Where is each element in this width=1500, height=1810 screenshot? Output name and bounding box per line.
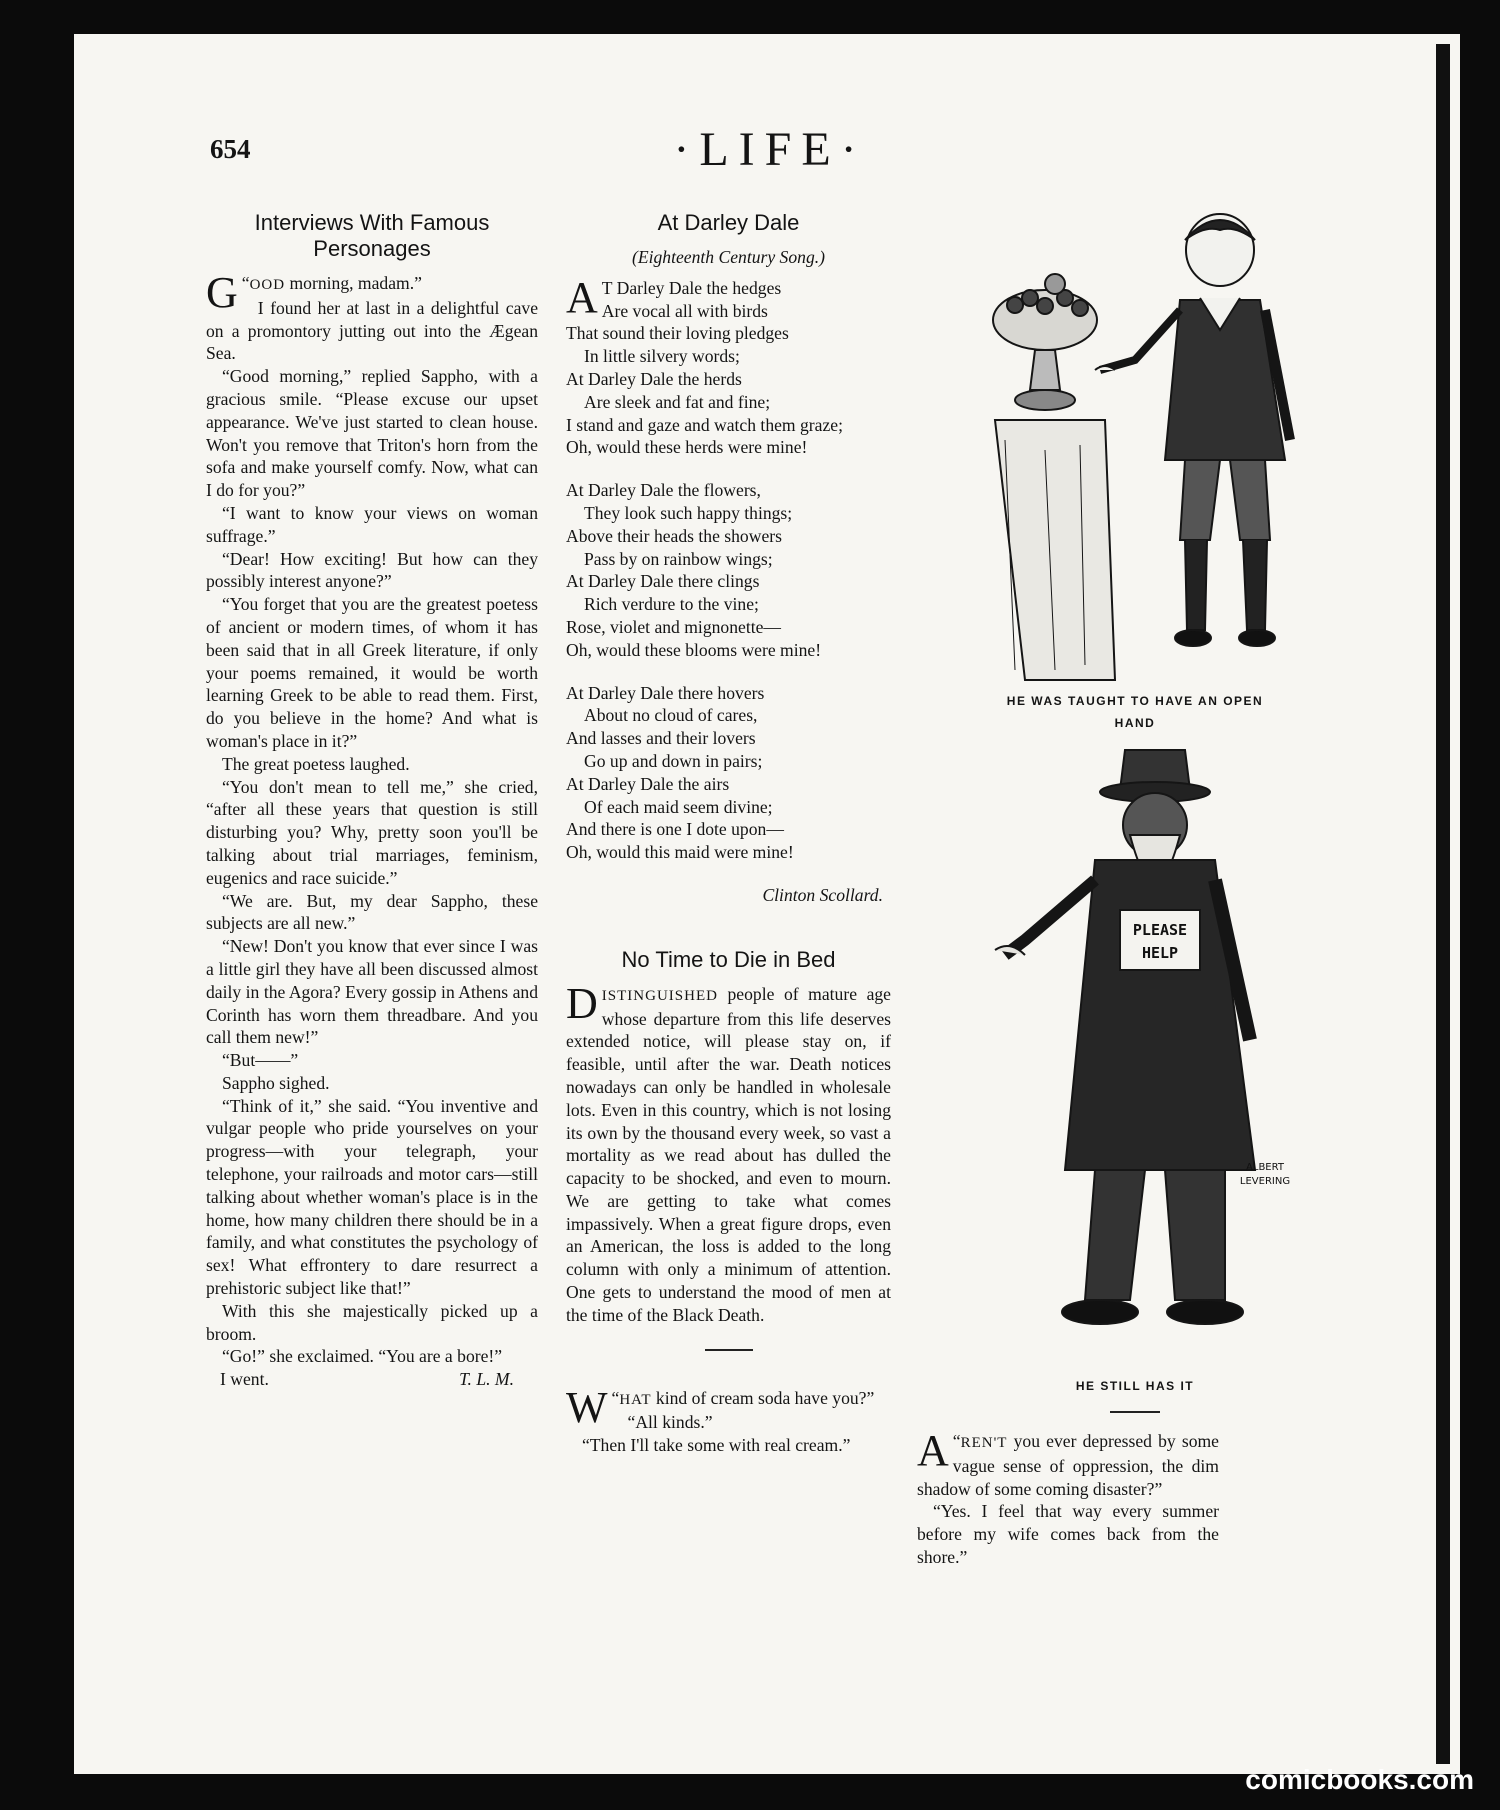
site-watermark: comicbooks.com [1245, 1764, 1474, 1795]
dropcap-a-poem: A [566, 272, 598, 322]
interview-opening [206, 268, 538, 317]
cream-joke-line-2: “Then I'll take some with real cream.” [582, 1435, 851, 1456]
interview-last-line: I went. [220, 1369, 269, 1390]
poem-line: At Darley Dale the airs [566, 773, 730, 794]
interview-paragraph: “We are. But, my dear Sappho, these subjects are all new.” [206, 890, 538, 934]
poem-line: Rose, violet and mignonette— [566, 616, 781, 637]
poem-line: At Darley Dale the flowers, [566, 480, 761, 501]
death-smallcaps: ISTINGUISHED [601, 987, 718, 1004]
poem-line: I stand and gaze and watch them graze; [566, 414, 843, 435]
interview-paragraph: “Go!” she exclaimed. “You are a bore!” [222, 1346, 503, 1367]
poem-line: And there is one I dote upon— [566, 819, 784, 840]
poem-line: At Darley Dale the herds [566, 368, 742, 389]
interview-paragraph: Sappho sighed. [222, 1072, 330, 1093]
poem-line: Are sleek and fat and fine; [584, 391, 771, 412]
interview-ending [206, 1368, 538, 1391]
interview-paragraph: “Dear! How exciting! But how can they possibly interest anyone?” [206, 548, 538, 592]
interview-paragraph: With this she majestically picked up a broom. [206, 1300, 538, 1344]
poem-line: Oh, would this maid were mine! [566, 842, 794, 863]
interview-paragraph: “I want to know your views on woman suffrage.” [206, 502, 538, 546]
interview-paragraph: I found her at last in a delightful cave on a promontory jutting out into the Ægean Sea. [206, 297, 538, 364]
poem-line: Oh, would these herds were mine! [566, 437, 808, 458]
cream-joke-line-1: “All kinds.” [627, 1412, 713, 1433]
interview-title: Interviews With Famous Personages [254, 210, 490, 261]
interview-paragraphs [206, 297, 538, 1368]
depressed-joke-question [917, 1426, 1219, 1500]
dropcap-g: G [206, 268, 238, 317]
cream-smallcaps: HAT [619, 1391, 652, 1408]
poem-author: Clinton Scollard. [762, 884, 883, 905]
page-number: 654 [210, 134, 251, 164]
death-body-text: people of mature age whose departure from this life deserves extended notice, will please stay on, if feasible, until after the war. Death notices nowadays can only be handled in wholesale lots. Even in this country, which is not losing its own by the thousand every week, so vast a mortality as we read about has dulled the capacity to be shocked, and even to mourn. We are getting to take what comes impassively. When a great figure drops, even an American, the loss is added to the long column with only a minimum of attention. One gets to understand the mood of men at the time of the Black Death. [566, 983, 891, 1325]
illustration-1-caption: HE WAS TAUGHT TO HAVE AN OPEN HAND [1006, 694, 1264, 730]
depressed-joke [917, 1426, 1219, 1569]
interview-paragraph: “You forget that you are the greatest poetess of ancient or modern times, of whom it has been said that in all Greek literature, if only your poems remained, it would be worth learning Greek to be able to read them. First, do you believe in the home? And what is woman's place in it?” [206, 594, 538, 751]
caption-divider [1110, 1411, 1160, 1413]
sign-text-help: HELP [1141, 944, 1179, 962]
poem-line: Are vocal all with birds [601, 300, 768, 321]
dropcap-d: D [566, 978, 598, 1028]
opening-quote: “ [241, 273, 250, 293]
poem-line: Go up and down in pairs; [584, 750, 763, 771]
poem-line: At Darley Dale there clings [566, 571, 760, 592]
dropcap-a-right: A [917, 1426, 949, 1475]
poem-line: They look such happy things; [584, 502, 793, 523]
interview-paragraph: “Think of it,” she said. “You inventive and vulgar people who pride yourselves on your progress—with your telegraph, your telephone, your railroads and motor cars—still talking about whether woman's place is in the home, how many children there should be in a family, and what constitutes the psychology of sex! What effrontery to dare resurrect a prehistoric subject like that!” [206, 1095, 538, 1299]
poem-first-line-rest: T Darley Dale the hedges [601, 277, 782, 298]
illustration-2-caption: HE STILL HAS IT [1075, 1379, 1195, 1393]
masthead-title: ·LIFE· [673, 123, 867, 176]
poem-title: At Darley Dale [657, 210, 800, 235]
poem-line: Pass by on rainbow wings; [584, 548, 773, 569]
poem-line: That sound their loving pledges [566, 323, 789, 344]
poem-subtitle: (Eighteenth Century Song.) [632, 247, 825, 267]
poem-line: And lasses and their lovers [566, 728, 756, 749]
death-article-title: No Time to Die in Bed [621, 946, 836, 972]
poem-line: At Darley Dale there hovers [566, 682, 765, 703]
adjacent-page-edge [1436, 44, 1450, 1764]
depressed-rest: you ever depressed by some vague sense of oppression, the dim shadow of some coming disaster?” [917, 1431, 1219, 1499]
old-beggar-illustration [985, 740, 1315, 1360]
depressed-smallcaps: REN'T [960, 1435, 1008, 1451]
depressed-quote: “ [952, 1431, 961, 1451]
interview-article [206, 210, 538, 1391]
poem-line: Rich verdure to the vine; [584, 594, 759, 615]
death-article-body [566, 978, 891, 1327]
poem-body [566, 272, 891, 864]
interview-paragraph: “New! Don't you know that ever since I was a little girl they have all been discussed almost daily in the Agora? Every gossip in Athens and Corinth has worn them threadbare. And you call them new!” [206, 936, 538, 1048]
dropcap-w: W [566, 1382, 608, 1432]
opening-smallcaps: OOD [249, 277, 286, 293]
cream-rest: kind of cream soda have you?” [651, 1387, 875, 1408]
middle-column [566, 210, 891, 1457]
opening-rest: morning, madam.” [285, 273, 422, 293]
interview-paragraph: “Good morning,” replied Sappho, with a gracious smile. “Please excuse our upset appearance. We've just started to clean house. Won't you remove that Triton's horn from the sofa and make yourself comfy. Now, what can I do for you?” [206, 366, 538, 501]
poem-line: Oh, would these blooms were mine! [566, 639, 822, 660]
poem-line: In little silvery words; [584, 346, 740, 367]
section-divider [705, 1349, 753, 1351]
artist-signature-first: ALBERT [1246, 1162, 1284, 1173]
poem-line: Of each maid seem divine; [584, 796, 773, 817]
artist-signature-last: LEVERING [1239, 1176, 1291, 1187]
poem-stanza [566, 479, 891, 661]
interview-paragraph: “You don't mean to tell me,” she cried, “after all these years that question is still disturbing you? Why, pretty soon you'll be talking about trial marriages, feminism, eugenics and race suicide.” [206, 776, 538, 888]
interview-signature: T. L. M. [459, 1369, 514, 1390]
poem-line: Above their heads the showers [566, 525, 782, 546]
poem-line: About no cloud of cares, [584, 705, 758, 726]
sign-text-please: PLEASE [1132, 921, 1188, 939]
boy-with-fruit-bowl-illustration [985, 210, 1315, 690]
poem-stanza [566, 682, 891, 864]
depressed-joke-reply: “Yes. I feel that way every summer before my wife comes back from the shore.” [917, 1501, 1219, 1567]
poem-stanza [566, 272, 891, 459]
interview-paragraph: The great poetess laughed. [222, 753, 410, 774]
interview-paragraph: “But——” [222, 1050, 299, 1071]
cream-quote: “ [611, 1387, 620, 1408]
